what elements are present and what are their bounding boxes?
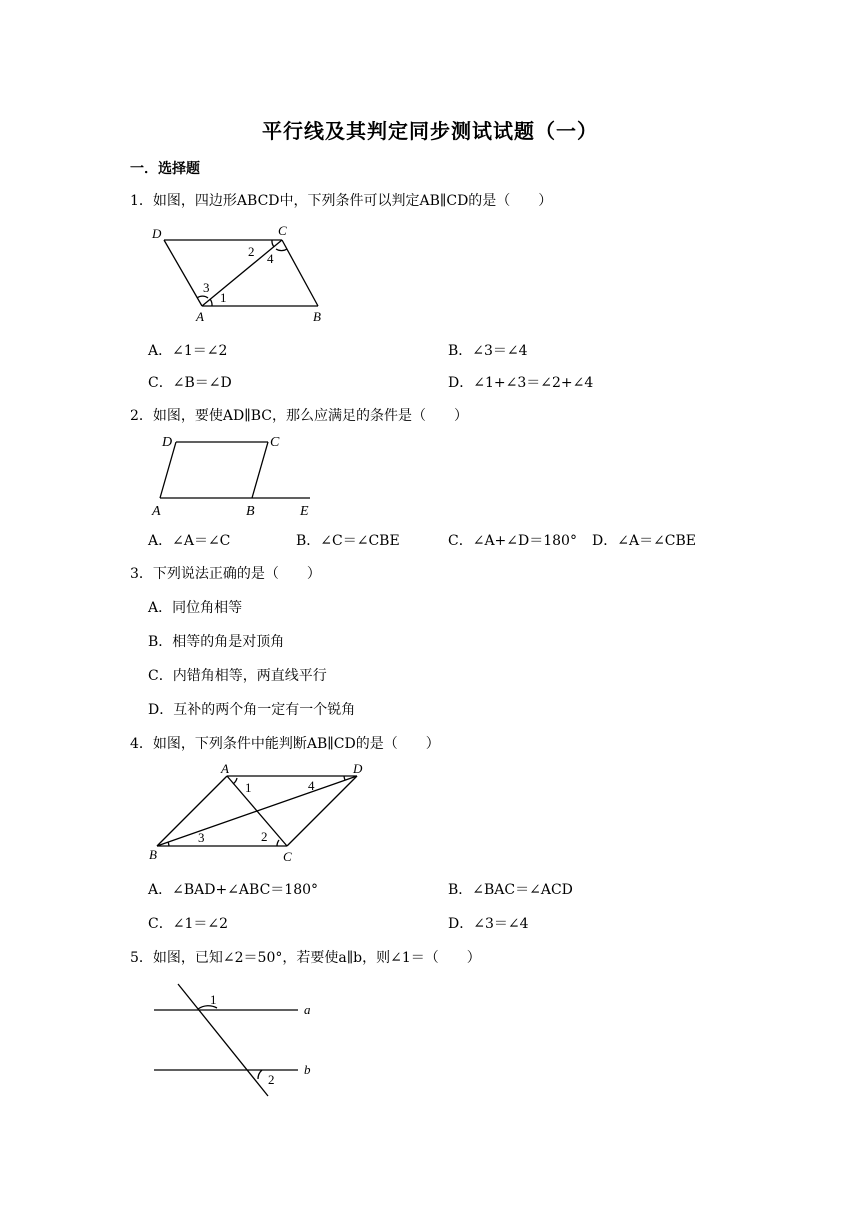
fig1-label-1: 1 [220, 290, 227, 305]
q4-option-c[interactable]: C．∠1＝∠2 [148, 916, 228, 932]
fig2-label-c: C [270, 435, 280, 450]
section-heading: 一．选择题 [130, 161, 200, 177]
question-2-figure [148, 432, 328, 520]
question-1-figure [150, 222, 330, 327]
fig4-label-b: B [149, 847, 157, 862]
fig1-label-b: B [313, 309, 321, 324]
page-title: 平行线及其判定同步测试试题（一） [262, 119, 598, 143]
fig1-label-3: 3 [203, 280, 210, 295]
fig5-label-2: 2 [268, 1072, 275, 1087]
question-4-figure [145, 760, 375, 866]
fig4-label-3: 3 [198, 830, 205, 845]
q1-option-a[interactable]: A．∠1＝∠2 [148, 343, 228, 359]
fig4-label-d: D [353, 761, 363, 776]
fig2-label-a: A [152, 504, 161, 519]
fig2-label-d: D [162, 435, 173, 450]
fig2-label-e: E [300, 504, 309, 519]
question-2-stem: 2．如图，要使AD∥BC，那么应满足的条件是（ ） [130, 408, 468, 424]
fig1-label-a: A [196, 309, 204, 324]
fig4-label-4: 4 [308, 778, 315, 793]
fig1-label-4: 4 [267, 251, 274, 266]
fig5-label-a: a [304, 1002, 311, 1017]
fig4-label-2: 2 [261, 829, 268, 844]
q3-option-c[interactable]: C．内错角相等，两直线平行 [148, 668, 327, 684]
q1-option-c[interactable]: C．∠B＝∠D [148, 375, 232, 391]
fig1-label-2: 2 [248, 244, 255, 259]
q1-option-b[interactable]: B．∠3＝∠4 [448, 343, 528, 359]
q2-option-b[interactable]: B．∠C＝∠CBE [296, 533, 400, 549]
fig4-label-c: C [283, 849, 292, 864]
question-3-stem: 3．下列说法正确的是（ ） [130, 566, 321, 582]
fig2-label-b: B [246, 504, 255, 519]
question-5-stem: 5．如图，已知∠2＝50°，若要使a∥b，则∠1＝（ ） [130, 950, 481, 966]
question-4-stem: 4．如图，下列条件中能判断AB∥CD的是（ ） [130, 736, 440, 752]
q4-option-d[interactable]: D．∠3＝∠4 [448, 916, 529, 932]
q3-option-d[interactable]: D．互补的两个角一定有一个锐角 [148, 702, 356, 718]
q1-option-d[interactable]: D．∠1+∠3＝∠2+∠4 [448, 375, 594, 391]
question-5-figure [148, 978, 338, 1100]
fig4-label-a: A [221, 761, 229, 776]
q3-option-a[interactable]: A．同位角相等 [148, 600, 243, 616]
fig5-label-1: 1 [210, 992, 217, 1007]
fig1-label-d: D [152, 226, 162, 241]
fig5-label-b: b [304, 1062, 311, 1077]
fig1-label-c: C [278, 223, 287, 238]
question-1-stem: 1．如图，四边形ABCD中，下列条件可以判定AB∥CD的是（ ） [130, 193, 553, 209]
q2-option-c[interactable]: C．∠A+∠D＝180° [448, 533, 577, 549]
q4-option-a[interactable]: A．∠BAD+∠ABC＝180° [148, 882, 319, 898]
q4-option-b[interactable]: B．∠BAC＝∠ACD [448, 882, 573, 898]
fig4-label-1: 1 [245, 780, 252, 795]
q2-option-a[interactable]: A．∠A＝∠C [148, 533, 231, 549]
q2-option-d[interactable]: D．∠A＝∠CBE [592, 533, 697, 549]
q3-option-b[interactable]: B．相等的角是对顶角 [148, 634, 285, 650]
